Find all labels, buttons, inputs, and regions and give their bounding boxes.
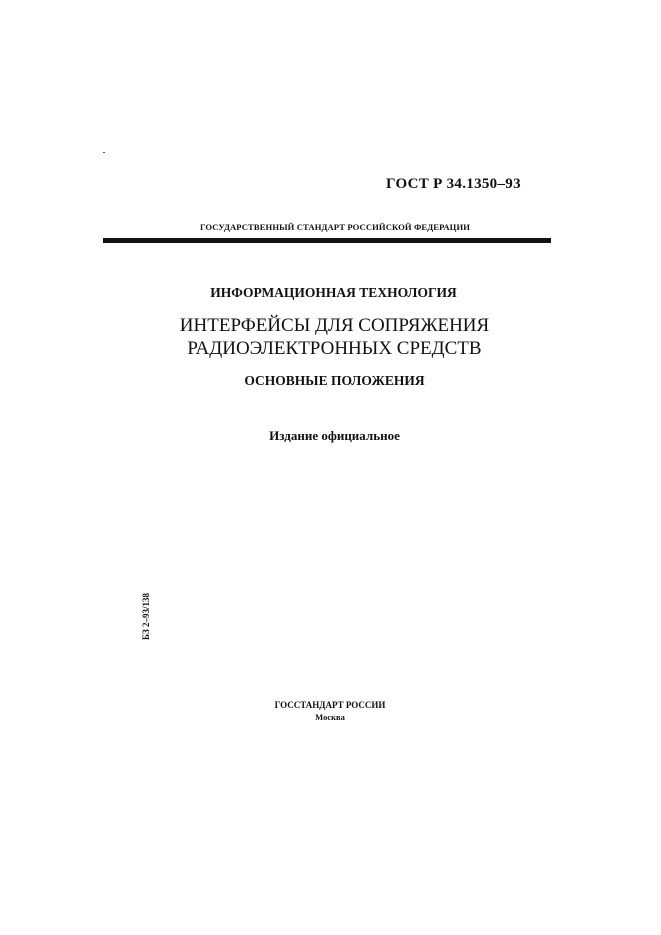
- document-title-line-2: РАДИОЭЛЕКТРОННЫХ СРЕДСТВ: [187, 338, 482, 359]
- publisher-name: ГОССТАНДАРТ РОССИИ: [274, 700, 386, 710]
- scan-speck: [103, 152, 105, 153]
- header-divider-rule: [103, 238, 551, 243]
- document-category: ИНФОРМАЦИОННАЯ ТЕХНОЛОГИЯ: [210, 285, 457, 300]
- side-catalog-code: БЗ 2–93/138: [141, 593, 151, 640]
- publisher-city: Москва: [315, 712, 345, 722]
- standard-number: ГОСТ Р 34.1350–93: [386, 176, 521, 192]
- document-subtitle: ОСНОВНЫЕ ПОЛОЖЕНИЯ: [244, 373, 425, 388]
- state-standard-header: ГОСУДАРСТВЕННЫЙ СТАНДАРТ РОССИЙСКОЙ ФЕДЕРАЦИИ: [200, 222, 471, 232]
- edition-label: Издание официальное: [269, 428, 400, 443]
- document-title-line-1: ИНТЕРФЕЙСЫ ДЛЯ СОПРЯЖЕНИЯ: [179, 315, 490, 336]
